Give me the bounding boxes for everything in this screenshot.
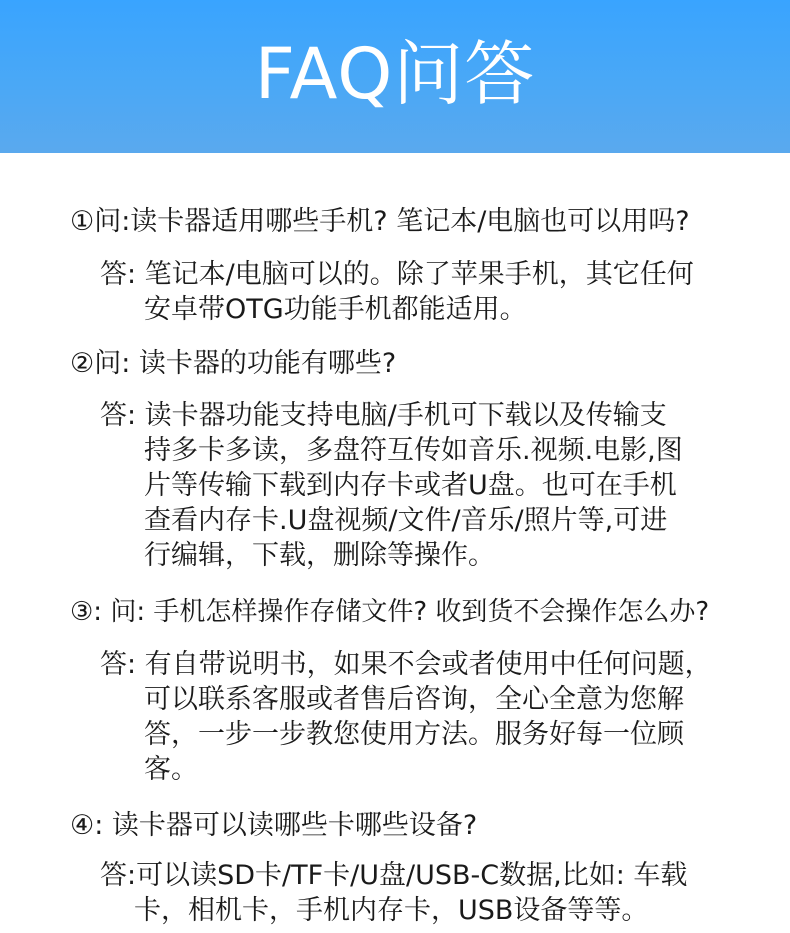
faq-answer-2-line-5: 行编辑，下载，删除等操作。 (144, 540, 495, 571)
faq-answer-4 (100, 858, 760, 928)
faq-answer-3-line-3: 答，一步一步教您使用方法。服务好每一位顾 (144, 719, 684, 750)
faq-answer-3-line-1: 答: 有自带说明书，如果不会或者使用中任何问题， (100, 649, 712, 680)
faq-answer-2 (100, 398, 750, 573)
faq-answer-4-line-2: 卡，相机卡，手机内存卡，USB设备等等。 (134, 895, 649, 926)
faq-answer-1-line-1: 答: 笔记本/电脑可以的。除了苹果手机，其它任何 (100, 259, 694, 290)
faq-answer-2-line-4: 查看内存卡.U盘视频/文件/音乐/照片等,可进 (144, 505, 668, 536)
page-title: FAQ问答 (254, 33, 536, 115)
faq-answer-3-line-4: 客。 (144, 754, 198, 785)
faq-answer-2-line-2: 持多卡多读，多盘符互传如音乐.视频.电影,图 (144, 435, 683, 466)
faq-answer-4-line-1: 答:可以读SD卡/TF卡/U盘/USB-C数据,比如: 车载 (100, 860, 688, 891)
faq-question-1: ①问:读卡器适用哪些手机? 笔记本/电脑也可以用吗? (70, 206, 690, 237)
faq-answer-1 (100, 257, 750, 327)
faq-answer-1-line-2: 安卓带OTG功能手机都能适用。 (144, 294, 527, 325)
faq-question-3: ③: 问: 手机怎样操作存储文件? 收到货不会操作怎么办? (70, 597, 710, 627)
faq-answer-3-line-2: 可以联系客服或者售后咨询，全心全意为您解 (144, 684, 684, 715)
faq-question-4: ④: 读卡器可以读哪些卡哪些设备? (70, 810, 478, 841)
faq-answer-2-line-1: 答: 读卡器功能支持电脑/手机可下载以及传输支 (100, 400, 667, 431)
faq-answer-3 (100, 647, 760, 787)
faq-answer-2-line-3: 片等传输下载到内存卡或者U盘。也可在手机 (144, 470, 677, 501)
faq-question-2: ②问: 读卡器的功能有哪些? (70, 348, 397, 379)
